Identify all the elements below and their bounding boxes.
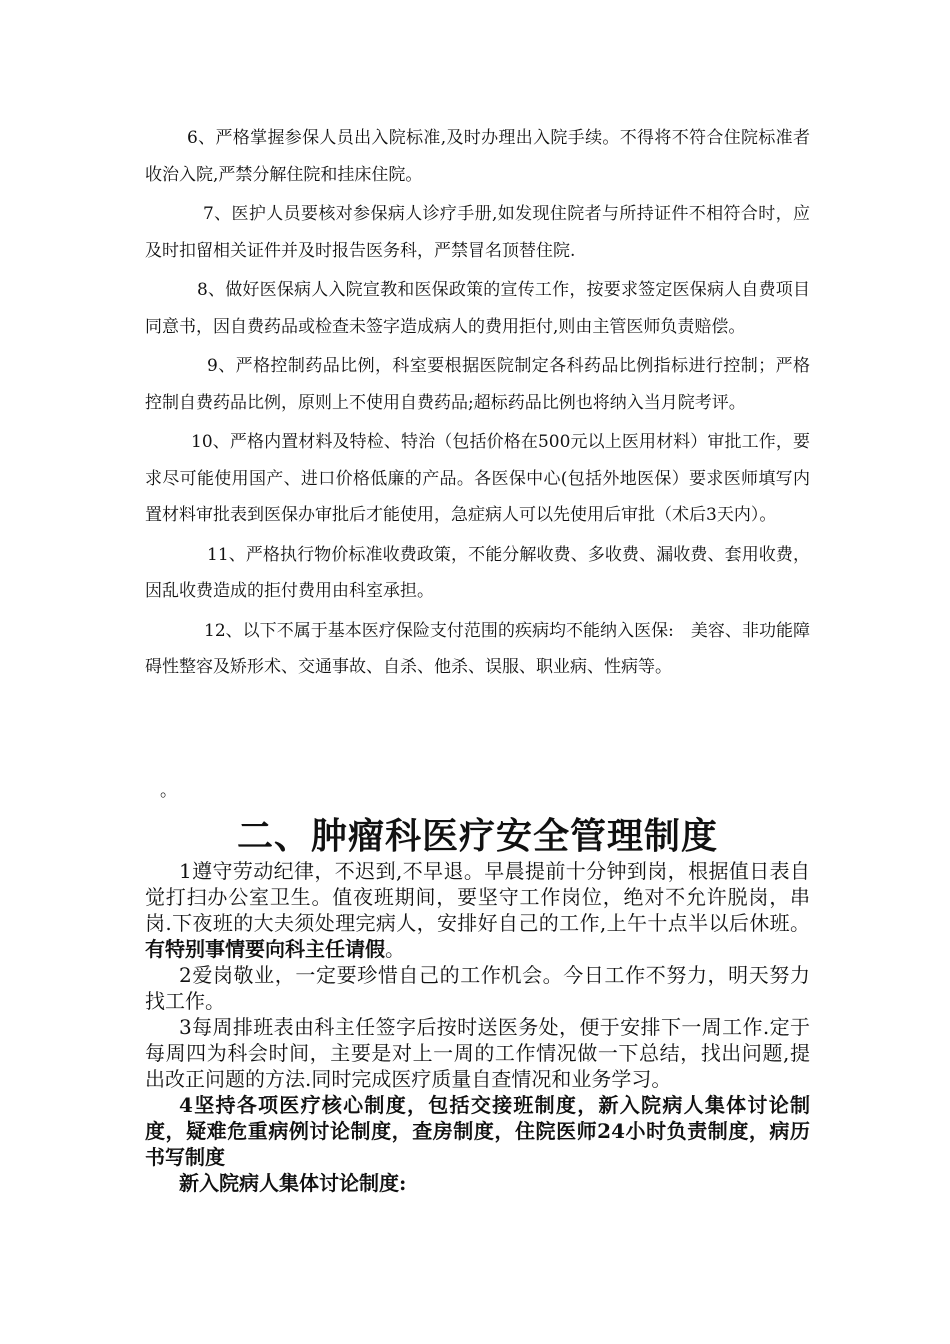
safety-paragraph-1 bbox=[145, 858, 810, 962]
rule-paragraph-9: 9、严格控制药品比例，科室要根据医院制定各科药品比例指标进行控制；严格控制自费药品比例，原则上不使用自费药品;超标药品比例也将纳入当月院考评。 bbox=[145, 356, 810, 413]
stray-punctuation: 。 bbox=[160, 781, 177, 801]
section-heading: 二、肿瘤科医疗安全管理制度 bbox=[236, 816, 718, 857]
rule-paragraph-7: 7、医护人员要核对参保病人诊疗手册,如发现住院者与所持证件不相符合时，应及时扣留相关证件并及时报告医务科，严禁冒名顶替住院. bbox=[145, 204, 810, 261]
rule-paragraph-8: 8、做好医保病人入院宣教和医保政策的宣传工作，按要求签定医保病人自费项目同意书，因自费药品或检查未签字造成病人的费用拒付,则由主管医师负责赔偿。 bbox=[145, 280, 810, 337]
insurance-rules-section bbox=[145, 120, 810, 686]
rule-paragraph-6: 6、严格掌握参保人员出入院标准,及时办理出入院手续。不得将不符合住院标准者收治入院,严禁分解住院和挂床住院。 bbox=[145, 128, 810, 185]
safety-paragraph-5: 新入院病人集体讨论制度: bbox=[179, 1171, 407, 1195]
safety-paragraph-1-end: 。 bbox=[385, 937, 405, 961]
rule-paragraph-11: 11、严格执行物价标准收费政策，不能分解收费、多收费、漏收费、套用收费，因乱收费造成的拒付费用由科室承担。 bbox=[145, 544, 810, 601]
safety-paragraph-3: 3每周排班表由科主任签字后按时送医务处，便于安排下一周工作.定于每周四为科会时间，主要是对上一周的工作情况做一下总结，找出问题,提出改正问题的方法.同时完成医疗质量自查情况和业务学习。 bbox=[145, 1015, 810, 1091]
safety-paragraph-4: 4坚持各项医疗核心制度，包括交接班制度，新入院病人集体讨论制度，疑难危重病例讨论制度，查房制度，住院医师24小时负责制度，病历书写制度 bbox=[145, 1093, 810, 1169]
rule-paragraph-10: 10、严格内置材料及特检、特治（包括价格在500元以上医用材料）审批工作，要求尽可能使用国产、进口价格低廉的产品。各医保中心(包括外地医保）要求医师填写内置材料审批表到医保办审批后才能使用，急症病人可以先使用后审批（术后3天内）。 bbox=[145, 432, 810, 525]
rule-paragraph-12: 12、以下不属于基本医疗保险支付范围的疾病均不能纳入医保: 美容、非功能障碍性整容及矫形术、交通事故、自杀、他杀、误服、职业病、性病等。 bbox=[145, 620, 810, 677]
safety-paragraph-1-bold: 有特别事情要向科主任请假 bbox=[145, 937, 385, 961]
safety-paragraph-1-text: 1遵守劳动纪律，不迟到,不早退。早晨提前十分钟到岗，根据值日表自觉打扫办公室卫生。值夜班期间，要坚守工作岗位，绝对不允许脱岗，串岗.下夜班的大夫须处理完病人，安排好自己的工作,上午十点半以后休班。 bbox=[145, 859, 810, 935]
safety-paragraph-2: 2爱岗敬业，一定要珍惜自己的工作机会。今日工作不努力，明天努力找工作。 bbox=[145, 963, 810, 1013]
safety-rules-section bbox=[145, 858, 810, 1196]
